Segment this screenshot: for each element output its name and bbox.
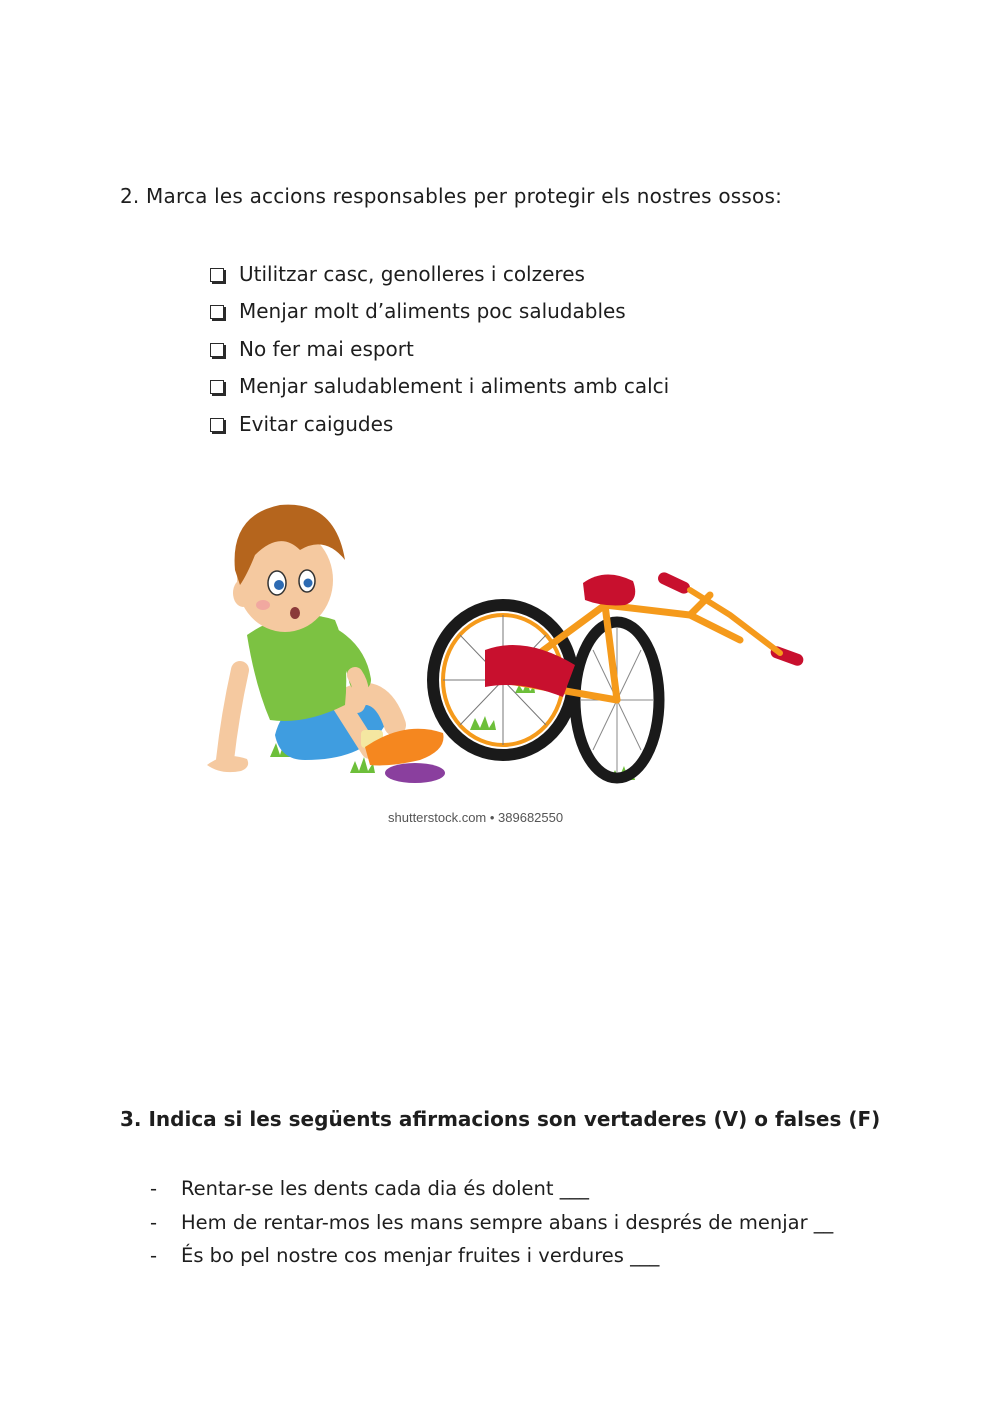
statement-item — [150, 1172, 833, 1206]
checklist-item[interactable] — [210, 330, 669, 368]
bullet-dash: - — [150, 1244, 158, 1268]
checkbox-icon[interactable] — [210, 305, 224, 319]
image-credit: shutterstock.com • 389682550 — [388, 810, 564, 825]
checkbox-icon[interactable] — [210, 343, 224, 357]
boy-fallen-from-bike-illustration — [185, 475, 815, 805]
checkbox-icon[interactable] — [210, 268, 224, 282]
checklist-item-label: Menjar saludablement i aliments amb calci — [239, 374, 670, 399]
checklist-item-label: Evitar caigudes — [239, 411, 394, 436]
checklist-item-label: Utilitzar casc, genolleres i colzeres — [239, 261, 585, 286]
checkbox-icon[interactable] — [210, 418, 224, 432]
checklist-item-label: No fer mai esport — [239, 336, 414, 361]
bicycle — [433, 570, 805, 778]
boy — [207, 505, 445, 783]
checklist-item[interactable] — [210, 255, 669, 293]
bullet-dash: - — [150, 1177, 158, 1201]
checkbox-icon[interactable] — [210, 380, 224, 394]
question-3-title: 3. Indica si les següents afirmacions son vertaderes (V) o falses (F) — [120, 1107, 881, 1131]
true-false-statements — [150, 1172, 833, 1273]
question-2-title: 2. Marca les accions responsables per protegir els nostres ossos: — [120, 184, 783, 208]
checklist-item[interactable] — [210, 293, 669, 331]
bullet-dash: - — [150, 1210, 158, 1234]
checklist-item[interactable] — [210, 405, 669, 443]
checklist-item[interactable] — [210, 368, 669, 406]
statement-text[interactable]: És bo pel nostre cos menjar fruites i verdures ___ — [181, 1244, 660, 1268]
responsible-actions-checklist — [210, 255, 669, 443]
statement-text[interactable]: Rentar-se les dents cada dia és dolent ___ — [181, 1177, 589, 1201]
statement-text[interactable]: Hem de rentar-mos les mans sempre abans i després de menjar __ — [181, 1210, 834, 1234]
checklist-item-label: Menjar molt d’aliments poc saludables — [239, 299, 626, 324]
statement-item — [150, 1206, 833, 1240]
statement-item — [150, 1239, 833, 1273]
